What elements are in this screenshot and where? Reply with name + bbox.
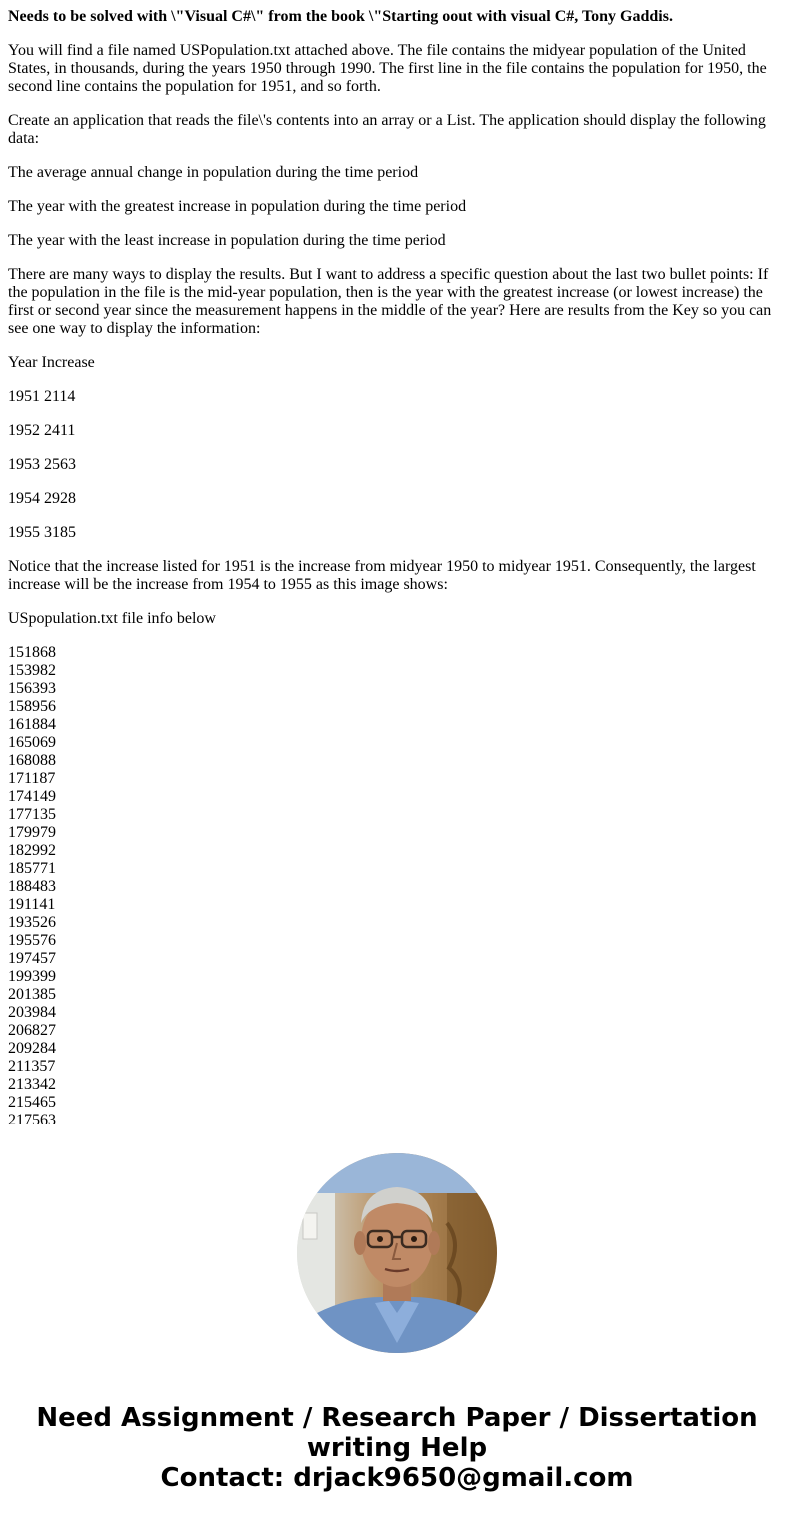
paragraph: There are many ways to display the results. But I want to address a specific question about the last two bullet points: If the population in the file is the mid-year population, then is the year with the greatest increase (or lowest increase) the first or second year since the measurement happens in the middle of the year? Here are results from the Key so you can see one way to display the information: [8, 266, 772, 337]
population-value: 217563 [8, 1112, 56, 1124]
population-value: 158956 [8, 698, 56, 715]
population-value: 215465 [8, 1094, 56, 1111]
question-content [8, 8, 780, 1124]
population-value: 182992 [8, 842, 56, 859]
population-value: 179979 [8, 824, 56, 841]
population-value: 177135 [8, 806, 56, 823]
population-value: 153982 [8, 662, 56, 679]
paragraph: 1953 2563 [8, 456, 76, 473]
population-value: 199399 [8, 968, 56, 985]
paragraph: The year with the greatest increase in population during the time period [8, 198, 467, 215]
paragraph: Notice that the increase listed for 1951 is the increase from midyear 1950 to midyear 1951. Consequently, the largest increase will be the increase from 1954 to 1955 as this image shows: [8, 558, 756, 593]
population-value: 174149 [8, 788, 56, 805]
paragraph: You will find a file named USPopulation.txt attached above. The file contains the midyear population of the United States, in thousands, during the years 1950 through 1990. The first line in the file contains the population for 1950, the second line contains the population for 1951, and so forth. [8, 42, 767, 95]
paragraph: Create an application that reads the file\'s contents into an array or a List. The application should display the following data: [8, 112, 766, 147]
promo-banner [0, 1403, 794, 1493]
population-value: 193526 [8, 914, 56, 931]
paragraph: 1952 2411 [8, 422, 76, 439]
population-value: 213342 [8, 1076, 56, 1093]
promo-contact: Contact: drjack9650@gmail.com [160, 1463, 634, 1493]
promo-line: writing Help [306, 1433, 488, 1463]
population-value: 171187 [8, 770, 56, 787]
paragraph: USpopulation.txt file info below [8, 610, 216, 627]
paragraph: Year Increase [8, 354, 95, 371]
population-value: 156393 [8, 680, 56, 697]
population-value: 188483 [8, 878, 56, 895]
paragraph: The year with the least increase in population during the time period [8, 232, 446, 249]
population-value: 161884 [8, 716, 56, 733]
paragraph: 1955 3185 [8, 524, 76, 541]
population-value: 195576 [8, 932, 56, 949]
question-title: Needs to be solved with \"Visual C#\" from the book \"Starting oout with visual C#, Tony Gaddis. [8, 8, 673, 25]
tutor-portrait-icon [297, 1153, 497, 1353]
paragraph: 1951 2114 [8, 388, 76, 405]
promo-line: Need Assignment / Research Paper / Dissertation [36, 1403, 758, 1433]
paragraph: 1954 2928 [8, 490, 76, 507]
population-value: 168088 [8, 752, 56, 769]
population-value: 211357 [8, 1058, 56, 1075]
paragraph: The average annual change in population during the time period [8, 164, 419, 181]
population-value: 206827 [8, 1022, 56, 1039]
population-value: 185771 [8, 860, 56, 877]
population-value: 165069 [8, 734, 56, 751]
population-value: 203984 [8, 1004, 56, 1021]
population-list [8, 644, 780, 1124]
population-value: 209284 [8, 1040, 56, 1057]
population-value: 191141 [8, 896, 56, 913]
population-value: 151868 [8, 644, 56, 661]
population-value: 197457 [8, 950, 56, 967]
population-value: 201385 [8, 986, 56, 1003]
tutor-avatar [297, 1153, 497, 1353]
